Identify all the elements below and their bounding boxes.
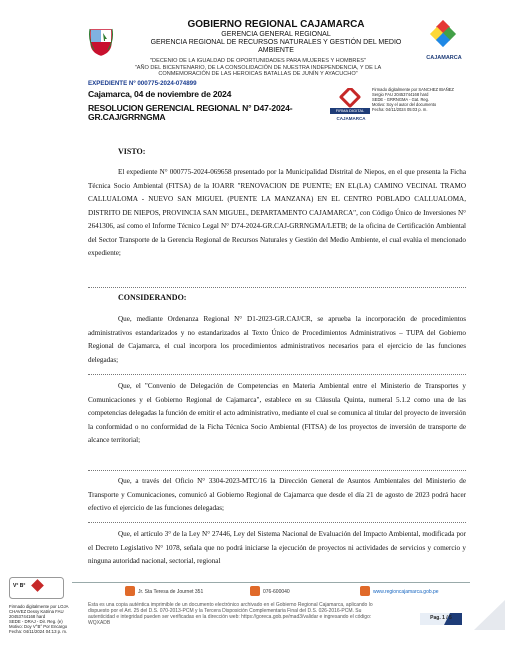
signature-line: Firmado digitalmente por SANCHEZ IBAÑEZ	[372, 87, 454, 92]
motto-line-2: "AÑO DEL BICENTENARIO, DE LA CONSOLIDACIÓN DE NUESTRA INDEPENDENCIA, Y DE LA	[134, 64, 382, 71]
digital-signature-details	[372, 88, 482, 113]
notice-line: dispuesto por el Art. 25 del D.S. 070-2013-PCM y la Tercera Disposición Complementaria Final del D.S. 026-2016-PCM. Su	[88, 607, 362, 614]
expediente-number: EXPEDIENTE Nº 000775-2024-074899	[88, 80, 197, 87]
footer-phone: 076-600040	[263, 589, 290, 595]
region-logo	[424, 20, 464, 62]
motto-line-3: CONMEMORACIÓN DE LAS HEROICAS BATALLAS DE JUNÍN Y AYACUCHO"	[158, 71, 358, 78]
divider	[88, 470, 466, 471]
footer-address: Jr. Sta Teresa de Journet 351	[138, 589, 204, 595]
considerando-paragraph-2: Que, el "Convenio de Delegación de Competencias en Materia Ambiental entre el Ministerio de Transportes y Comunicaciones y el Gobierno Regional de Cajamarca", establece en su Cláusula Quinta, numeral 5.1.2 como una de las competencias delegadas la función de emitir el acto administrativo, mediante el cual se comunica al titular del proyecto de inversión la conformidad o no conformidad de la Ficha Técnica Socio Ambiental (FITSA) de los proyectos de inversión de transporte de alcance territorial;	[88, 382, 466, 444]
authenticity-notice	[88, 603, 418, 627]
header-subtitle-3: AMBIENTE	[258, 47, 294, 54]
page-number: Pag. 1 / 5	[430, 615, 452, 621]
region-logo-text: CAJAMARCA	[426, 55, 462, 61]
divider	[88, 522, 466, 523]
considerando-paragraph-3: Que, a través del Oficio N° 3304-2023-MTC/16 la Dirección General de Asuntos Ambientales del Ministerio de Transporte y Comunicaciones, comunicó al Gobierno Regional de Cajamarca que desde el día 21 de agosto de 2023 podrá hacer efectivo el ejercicio de las funciones delegadas;	[88, 477, 466, 512]
footer-corner-decoration-icon	[466, 600, 505, 630]
notice-line: autenticidad e integridad pueden ser verificadas en la dirección web: https://goreca.gob.pe/mad3/validar e ingresando el código:	[88, 613, 372, 620]
document-date: Cajamarca, 04 de noviembre de 2024	[88, 89, 232, 99]
footer-divider	[72, 582, 470, 583]
signature-line: Motivo: Doy V°B° Por Encargo	[9, 624, 68, 630]
signature-line: Motivo: Soy el autor del documento	[372, 101, 437, 107]
header-title: GOBIERNO REGIONAL CAJAMARCA	[187, 19, 365, 30]
considerando-paragraph-4: Que, el artículo 3° de la Ley N° 27446, Ley del Sistema Nacional de Evaluación del Impacto Ambiental, modificada por el Decreto Legislativo N° 1078, señala que no podrá iniciarse la ejecución de proyectos ni actividades de servicios y comercio y ninguna autoridad nacional, sectorial, regional	[88, 530, 466, 565]
motto	[108, 58, 408, 78]
signature-line: Sergio FAU 20453744168 hard	[372, 91, 429, 97]
location-icon	[125, 586, 135, 596]
notice-line: WQXADB	[88, 619, 111, 626]
divider	[88, 374, 466, 375]
signature-line: Fecha: 04/11/2024 05:03 p. m.	[372, 106, 428, 112]
web-icon	[360, 586, 370, 596]
resolution-title-line-2: GR.CAJ/GRRNGMA	[88, 112, 166, 122]
region-logo-icon	[424, 20, 464, 52]
resolution-title-line-1: RESOLUCION GERENCIAL REGIONAL N° D47-2024-	[88, 103, 293, 113]
signature-line: SEDE - GRRNGMA - Gat. Reg.	[372, 96, 430, 102]
considerando-heading: CONSIDERANDO:	[118, 293, 187, 302]
left-signature-details	[9, 604, 81, 635]
considerando-paragraph-1: Que, mediante Ordenanza Regional N° D1-2023-GR.CAJ/CR, se aprueba la incorporación de procedimientos administrativos estandarizados y no estandarizados al Texto Único de Procedimientos Administrativos – TUPA del Gobierno Regional de Cajamarca, el cual incorpora los procedimientos administrativos necesarios para el ejercicio de las funciones delegadas;	[88, 315, 466, 364]
signature-line: 20453744168 hard	[9, 614, 46, 620]
visto-heading: VISTO:	[118, 147, 146, 156]
signature-line: CHAVEZ Dessy Katrina FAU	[9, 609, 64, 615]
phone-icon	[250, 586, 260, 596]
signature-line: Firmado digitalmente por LOJA	[9, 604, 69, 609]
visto-bueno-label: V° B°	[13, 583, 26, 589]
visto-paragraph: El expediente N° 000775-2024-069658 presentado por la Municipalidad Distrital de Niepos, en el que presenta la Ficha Técnica Socio Ambiental (FITSA) de la IOARR "RENOVACION DE PUENTE; EN EL(LA) CAMINO VECINAL TRAMO CALLUALOMA - NUEVO SAN MIGUEL (PUENTE LA MANZANA) EN EL CENTRO POBLADO CALLUALOMA, DISTRITO DE NIEPOS, PROVINCIA SAN MIGUEL, DEPARTAMENTO CAJAMARCA", con Código Único de Inversiones N° 2641306, así como el Informe Técnico Legal N° D74-2024-GR.CAJ-GRRNGMA/LETB; de la oficina de Certificación Ambiental del Sector Transporte de la Gerencia Regional de Recursos Naturales y Gestión del Medio Ambiente, el cual evalúa el mencionado expediente;	[88, 168, 466, 257]
peru-crest-icon	[88, 26, 114, 56]
digital-signature-brand: CAJAMARCA	[336, 116, 366, 121]
header-subtitle-2: GERENCIA REGIONAL DE RECURSOS NATURALES Y GESTIÓN DEL MEDIO	[150, 39, 402, 46]
divider	[88, 287, 466, 288]
digital-signature-label: FIRMA DIGITAL	[330, 108, 370, 114]
footer-website-link[interactable]: www.regioncajamarca.gob.pe	[373, 589, 439, 595]
notice-line: Esta es una copia auténtica imprimible de un documento electrónico archivado en el Gobierno Regional Cajamarca, aplicando lo	[88, 602, 373, 608]
signature-line: SEDE - DRAJ - Dir. Reg. (e)	[9, 619, 63, 625]
signature-line: Fecha: 04/11/2024 04:13 p. m.	[9, 629, 68, 635]
header-subtitle-1: GERENCIA GENERAL REGIONAL	[221, 31, 331, 38]
motto-line-1: "DECENIO DE LA IGUALDAD DE OPORTUNIDADES PARA MUJERES Y HOMBRES"	[150, 58, 366, 64]
